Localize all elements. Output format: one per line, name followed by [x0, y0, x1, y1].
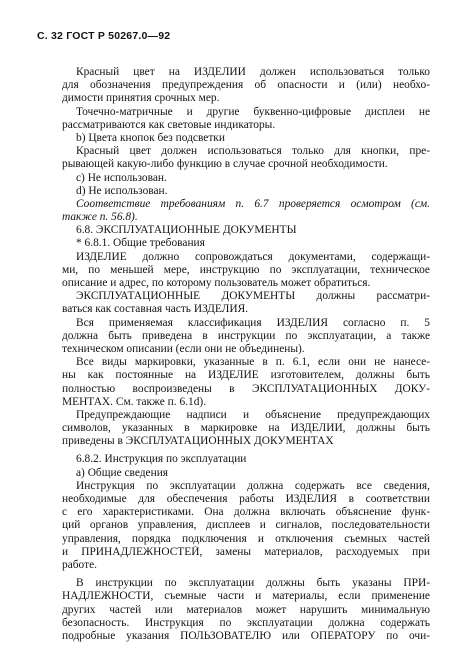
text-line: димости принятия срочных мер.	[62, 92, 220, 105]
text-line: для обозначения предупреждения об опасности и (или) необхо-	[62, 79, 430, 92]
text-line: Вся применяемая классификация ИЗДЕЛИЯ согласно п. 5	[76, 316, 430, 329]
text-line: с его характеристиками. Она должна включать объяснение функ-	[62, 506, 430, 519]
text-line: символов, указанных в маркировке на ИЗДЕЛИИ, должны быть	[62, 422, 430, 435]
text-line: НАДЛЕЖНОСТИ, съемные части и материалы, если применение	[62, 590, 430, 603]
text-line: Точечно-матричные и другие буквенно-цифровые дисплеи не	[76, 105, 430, 118]
text-line: управления, порядка подключения и отключения съемных частей	[62, 532, 430, 545]
text-line: 6.8. ЭКСПЛУАТАЦИОННЫЕ ДОКУМЕНТЫ	[76, 224, 297, 237]
text-line: описание и адрес, по которому пользователь может обратиться.	[62, 277, 371, 289]
text-line: d) Не использован.	[76, 184, 168, 197]
text-line: должна быть приведена в инструкции по эксплуатации, а также	[62, 329, 430, 342]
text-line: МЕНТАХ. См. также п. 6.1d).	[62, 395, 207, 408]
text-line: безопасность. Инструкция по эксплуатации должна содержать	[62, 616, 430, 629]
text-line: необходимые для обеспечения работы ИЗДЕЛИЯ в соответствии	[62, 493, 430, 505]
text-line: c) Не использован.	[76, 171, 167, 184]
text-line: приведены в ЭКСПЛУАТАЦИОННЫХ ДОКУМЕНТАХ	[62, 435, 334, 448]
text-line: Красный цвет на ИЗДЕЛИИ должен использоваться только	[76, 66, 430, 78]
text-line: полностью воспроизведены в ЭКСПЛУАТАЦИОННЫХ ДОКУ-	[62, 382, 430, 395]
text-line: Инструкция по эксплуатации должна содержать все сведения,	[76, 479, 430, 492]
text-line: В инструкции по эксплуатации должны быть указаны ПРИ-	[76, 577, 430, 590]
text-line: Все виды маркировки, указанные в п. 6.1, если они не нанесе-	[76, 356, 430, 369]
text-line: Красный цвет должен использоваться только для кнопки, пре-	[76, 145, 430, 158]
text-line: ми, по меньшей мере, инструкцию по эксплуатации, техническое	[62, 263, 430, 276]
text-line: техническом описании (если они не объединены).	[62, 342, 305, 355]
text-line: рассматриваются как световые индикаторы.	[62, 118, 276, 131]
text-line: и ПРИНАДЛЕЖНОСТЕЙ, замены материалов, расходуемых при	[62, 545, 430, 558]
text-line: также п. 56.8).	[62, 211, 138, 224]
text-line: а) Общие сведения	[76, 466, 169, 479]
text-line: ЭКСПЛУАТАЦИОННЫЕ ДОКУМЕНТЫ должны рассматри-	[76, 290, 430, 303]
text-line: ны как постоянные на ИЗДЕЛИЕ изготовителем, должны быть	[62, 369, 430, 382]
text-line: 6.8.2. Инструкция по эксплуатации	[76, 453, 247, 466]
text-line: b) Цвета кнопок без подсветки	[76, 131, 225, 144]
text-line: других частей или материалов может нарушить минимальную	[62, 603, 430, 616]
text-line: Соответствие требованиям п. 6.7 проверяется осмотром (см.	[76, 197, 430, 210]
text-line: ций органов управления, дисплеев и сигналов, последовательности	[62, 519, 430, 532]
text-line: Предупреждающие надписи и объяснение предупреждающих	[76, 408, 430, 421]
text-line: работе.	[62, 558, 97, 571]
text-line: ваться как составная часть ИЗДЕЛИЯ.	[62, 303, 249, 316]
page-header: С. 32 ГОСТ Р 50267.0—92	[37, 30, 171, 42]
text-line: * 6.8.1. Общие требования	[76, 237, 205, 250]
text-line: подробные указания ПОЛЬЗОВАТЕЛЮ или ОПЕРАТОРУ по очи-	[62, 629, 430, 642]
text-line: ИЗДЕЛИЕ должно сопровождаться документами, содержащи-	[76, 250, 430, 263]
text-line: рывающей какую-либо функцию в случае срочной необходимости.	[62, 158, 388, 171]
document-body	[62, 66, 430, 643]
